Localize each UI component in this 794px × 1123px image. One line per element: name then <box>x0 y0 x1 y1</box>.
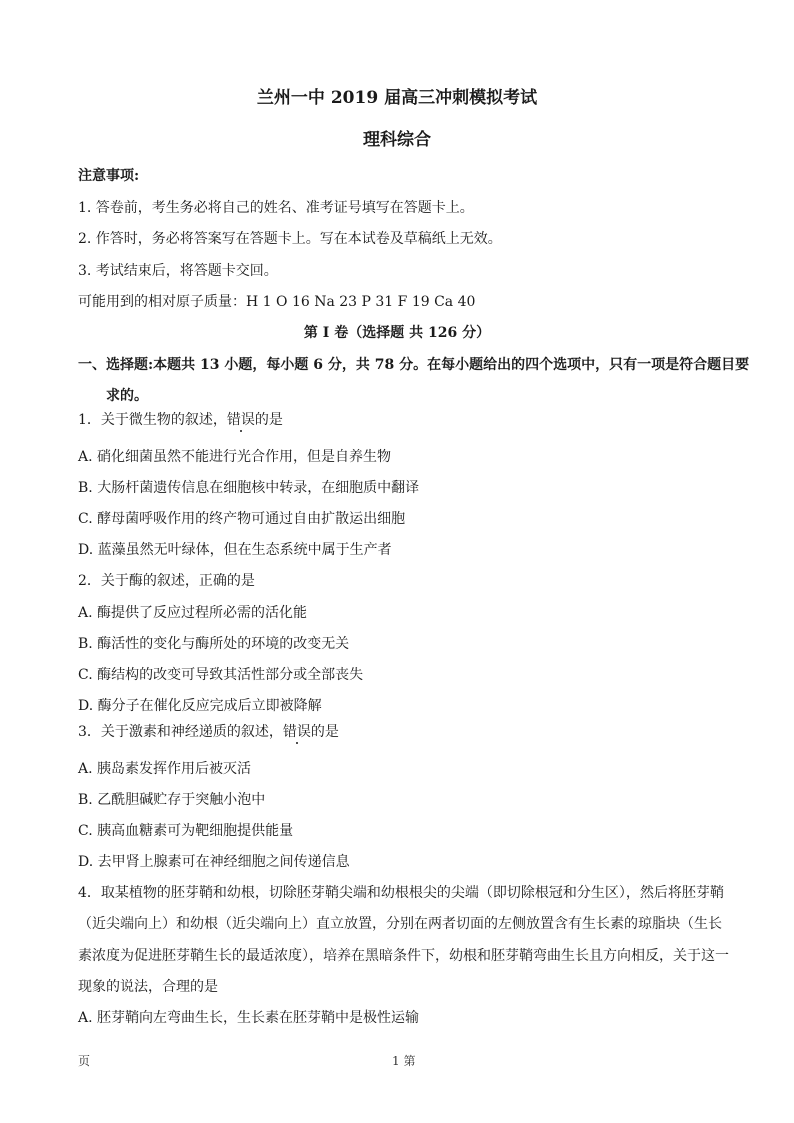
question-4-stem-line-2: （近尖端向上）和幼根（近尖端向上）直立放置，分别在两者切面的左侧放置含有生长素的琼脂块（生长 <box>78 916 722 932</box>
question-3-stem <box>78 722 724 742</box>
page-subtitle: 理科综合 <box>363 130 431 150</box>
question-4-stem-line-4: 现象的说法，合理的是 <box>78 979 218 995</box>
section-instruction-line-2: 求的。 <box>106 388 148 404</box>
question-1-option-a: A. 硝化细菌虽然不能进行光合作用，但是自养生物 <box>78 449 392 465</box>
question-3-option-c: C. 胰高血糖素可为靶细胞提供能量 <box>78 823 294 839</box>
question-1-option-c: C. 酵母菌呼吸作用的终产物可通过自由扩散运出细胞 <box>78 511 406 527</box>
question-1-stem-prefix: 1．关于微生物的叙述， <box>78 412 227 428</box>
question-2-option-a: A. 酶提供了反应过程所必需的活化能 <box>78 605 308 621</box>
question-1-stem-suffix: 的是 <box>254 412 283 428</box>
question-3-option-d: D. 去甲肾上腺素可在神经细胞之间传递信息 <box>78 854 350 870</box>
footer-left-text: 页 <box>78 1054 91 1068</box>
question-3-option-a: A. 胰岛素发挥作用后被灭活 <box>78 761 252 777</box>
notice-item-2: 2. 作答时，务必将答案写在答题卡上。写在本试卷及草稿纸上无效。 <box>78 231 502 247</box>
notice-item-3: 3. 考试结束后，将答题卡交回。 <box>78 263 278 279</box>
section-title: 第 I 卷（选择题 共 126 分） <box>303 325 491 341</box>
atomic-mass-line: 可能用到的相对原子质量：H 1 O 16 Na 23 P 31 F 19 Ca 40 <box>78 294 476 310</box>
question-3-stem-suffix: 的是 <box>310 724 339 740</box>
question-4-option-a: A. 胚芽鞘向左弯曲生长，生长素在胚芽鞘中是极性运输 <box>78 1010 420 1026</box>
question-2-option-c: C. 酶结构的改变可导致其活性部分或全部丧失 <box>78 667 364 683</box>
question-1-option-d: D. 蓝藻虽然无叶绿体，但在生态系统中属于生产者 <box>78 542 392 558</box>
notice-heading: 注意事项: <box>78 168 140 184</box>
question-3-stem-emphasis: 错误 <box>282 724 311 740</box>
question-1-stem-emphasis: 错误 <box>226 412 255 428</box>
question-2-option-b: B. 酶活性的变化与酶所处的环境的改变无关 <box>78 636 350 652</box>
question-4-stem-line-3: 素浓度为促进胚芽鞘生长的最适浓度），培养在黑暗条件下，幼根和胚芽鞘弯曲生长且方向相反，关于这一 <box>78 948 729 964</box>
footer-page-number: 1 第 <box>392 1054 416 1068</box>
question-2-option-d: D. 酶分子在催化反应完成后立即被降解 <box>78 698 322 714</box>
section-instruction-line-1: 一、选择题:本题共 13 小题，每小题 6 分，共 78 分。在每小题给出的四个选项中，只有一项是符合题目要 <box>78 357 750 373</box>
notice-item-1: 1. 答卷前，考生务必将自己的姓名、准考证号填写在答题卡上。 <box>78 200 474 216</box>
question-3-option-b: B. 乙酰胆碱贮存于突触小泡中 <box>78 792 266 808</box>
question-3-stem-prefix: 3．关于激素和神经递质的叙述， <box>78 724 283 740</box>
question-4-stem-line-1: 4．取某植物的胚芽鞘和幼根，切除胚芽鞘尖端和幼根根尖的尖端（即切除根冠和分生区），然后将胚芽鞘 <box>78 885 724 901</box>
page-title: 兰州一中 2019 届高三冲刺模拟考试 <box>256 88 538 108</box>
question-1-stem <box>78 410 724 430</box>
question-2-stem: 2．关于酶的叙述，正确的是 <box>78 573 255 589</box>
question-1-option-b: B. 大肠杆菌遗传信息在细胞核中转录，在细胞质中翻译 <box>78 480 420 496</box>
